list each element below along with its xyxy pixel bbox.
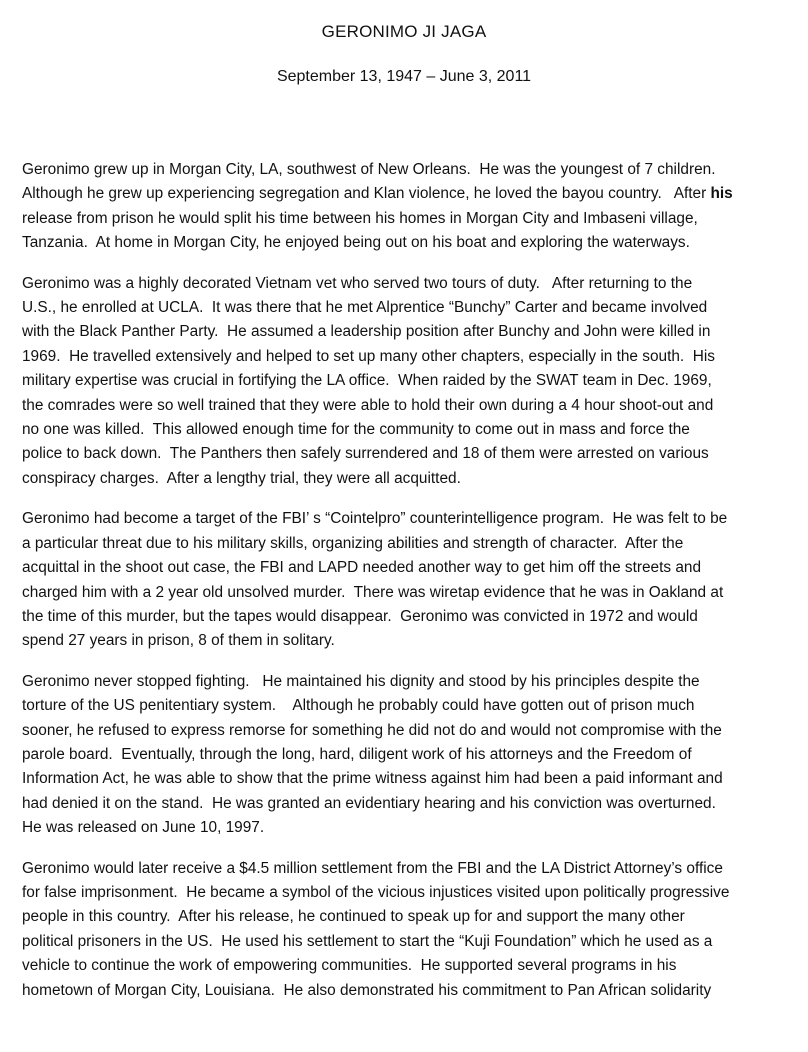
document-body: [22, 158, 796, 1019]
paragraph-line: police to back down. The Panthers then safely surrendered and 18 of them were arrested on various: [22, 445, 709, 463]
paragraph-line: vehicle to continue the work of empowering communities. He supported several programs in his: [22, 957, 677, 975]
paragraph-line: U.S., he enrolled at UCLA. It was there that he met Alprentice “Bunchy” Carter and became involved: [22, 299, 708, 317]
paragraph-line: military expertise was crucial in fortifying the LA office. When raided by the SWAT team in Dec. 1969,: [22, 372, 712, 390]
paragraph-line: conspiracy charges. After a lengthy trial, they were all acquitted.: [22, 469, 461, 487]
paragraph-5: [22, 857, 796, 1003]
paragraph-line: Geronimo never stopped fighting. He maintained his dignity and stood by his principles despite the: [22, 672, 700, 690]
paragraph-2: [22, 272, 796, 492]
paragraph-line: had denied it on the stand. He was granted an evidentiary hearing and his conviction was overturned.: [22, 794, 716, 812]
paragraph-line: torture of the US penitentiary system. Although he probably could have gotten out of prison much: [22, 697, 695, 715]
paragraph-line: 1969. He travelled extensively and helped to set up many other chapters, especially in the south. His: [22, 347, 715, 365]
paragraph-line: the time of this murder, but the tapes would disappear. Geronimo was convicted in 1972 and would: [22, 607, 698, 625]
paragraph-line: Tanzania. At home in Morgan City, he enjoyed being out on his boat and exploring the waterways.: [22, 234, 690, 252]
paragraph-line: for false imprisonment. He became a symbol of the vicious injustices visited upon politically progressive: [22, 883, 730, 901]
paragraph-line: spend 27 years in prison, 8 of them in solitary.: [22, 632, 335, 650]
paragraph-line: charged him with a 2 year old unsolved murder. There was wiretap evidence that he was in Oakland at: [22, 583, 724, 601]
paragraph-line: with the Black Panther Party. He assumed a leadership position after Bunchy and John were killed in: [22, 323, 711, 341]
paragraph-line: hometown of Morgan City, Louisiana. He also demonstrated his commitment to Pan African solidarity: [22, 981, 712, 999]
paragraph-line: parole board. Eventually, through the long, hard, diligent work of his attorneys and the Freedom of: [22, 745, 692, 763]
paragraph-line: Geronimo would later receive a $4.5 million settlement from the FBI and the LA District Attorney’s office: [22, 859, 723, 877]
paragraph-1: [22, 158, 796, 256]
paragraph-line: political prisoners in the US. He used his settlement to start the “Kuji Foundation” which he used as a: [22, 932, 713, 950]
paragraph-4: [22, 670, 796, 841]
paragraph-line: no one was killed. This allowed enough time for the community to come out in mass and force the: [22, 421, 690, 439]
bold-word: his: [710, 185, 733, 203]
paragraph-3: [22, 507, 796, 653]
paragraph-line: acquittal in the shoot out case, the FBI and LAPD needed another way to get him off the streets and: [22, 559, 702, 577]
page-title: GERONIMO JI JAGA: [321, 22, 487, 41]
paragraph-line: release from prison he would split his time between his homes in Morgan City and Imbaseni village,: [22, 209, 698, 227]
paragraph-line: the comrades were so well trained that they were able to hold their own during a 4 hour shoot-out and: [22, 396, 714, 414]
paragraph-line: Geronimo was a highly decorated Vietnam vet who served two tours of duty. After returning to the: [22, 274, 693, 292]
paragraph-line: Geronimo grew up in Morgan City, LA, southwest of New Orleans. He was the youngest of 7 children.: [22, 161, 716, 178]
paragraph-line: people in this country. After his release, he continued to speak up for and support the many other: [22, 908, 685, 926]
life-dates: September 13, 1947 – June 3, 2011: [276, 68, 532, 85]
paragraph-line: sooner, he refused to express remorse for something he did not do and would not compromise with the: [22, 721, 722, 739]
paragraph-line: Information Act, he was able to show that the prime witness against him had been a paid informant and: [22, 770, 723, 788]
paragraph-line: Although he grew up experiencing segregation and Klan violence, he loved the bayou country. After: [22, 185, 711, 203]
paragraph-line: a particular threat due to his military skills, organizing abilities and strength of character. After the: [22, 534, 684, 552]
paragraph-line: He was released on June 10, 1997.: [22, 819, 265, 837]
paragraph-line: Geronimo had become a target of the FBI’ s “Cointelpro” counterintelligence program. He was felt to be: [22, 510, 728, 528]
